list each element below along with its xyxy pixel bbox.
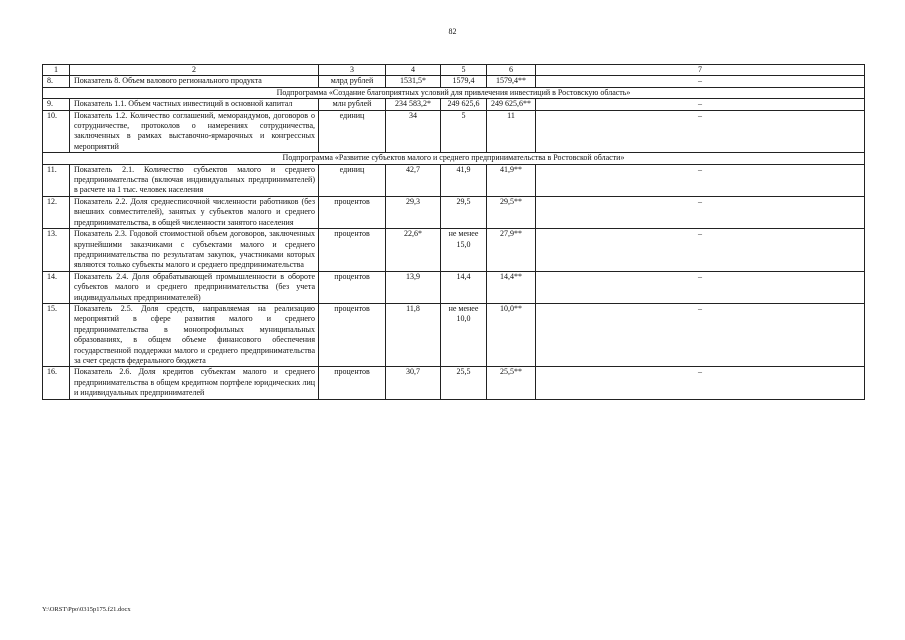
row-number: 16. — [43, 367, 70, 399]
value-column-5: 1579,4 — [441, 76, 487, 87]
column-number: 6 — [487, 65, 536, 76]
unit-of-measure: процентов — [319, 196, 386, 228]
value-column-4: 1531,5* — [386, 76, 441, 87]
unit-of-measure: процентов — [319, 271, 386, 303]
indicator-name: Показатель 8. Объем валового регионального продукта — [70, 76, 319, 87]
page-number: 82 — [448, 27, 457, 36]
value-column-4: 13,9 — [386, 271, 441, 303]
value-column-6: 249 625,6** — [487, 99, 536, 110]
value-column-5: не менее 15,0 — [441, 229, 487, 272]
table-row — [43, 196, 865, 228]
value-column-4: 11,8 — [386, 303, 441, 366]
row-number: 8. — [43, 76, 70, 87]
value-column-4: 22,6* — [386, 229, 441, 272]
table-row — [43, 76, 865, 87]
unit-of-measure: процентов — [319, 229, 386, 272]
subprogram-heading-row — [43, 153, 865, 164]
indicator-name: Показатель 1.2. Количество соглашений, меморандумов, договоров о сотрудничестве, протоколов о намерениях сотрудничества, заключенных в рамках выставочно-ярмарочных и конгрессных мероприятий — [70, 110, 319, 153]
note: – — [536, 196, 865, 228]
value-column-6: 10,0** — [487, 303, 536, 366]
value-column-4: 30,7 — [386, 367, 441, 399]
value-column-4: 29,3 — [386, 196, 441, 228]
column-number-row — [43, 65, 865, 76]
unit-of-measure: единиц — [319, 110, 386, 153]
unit-of-measure: процентов — [319, 303, 386, 366]
note: – — [536, 229, 865, 272]
table-row — [43, 99, 865, 110]
value-column-6: 1579,4** — [487, 76, 536, 87]
column-number: 7 — [536, 65, 865, 76]
value-column-4: 42,7 — [386, 164, 441, 196]
value-column-5: 41,9 — [441, 164, 487, 196]
note: – — [536, 367, 865, 399]
table-row — [43, 110, 865, 153]
indicator-name: Показатель 2.3. Годовой стоимостной объем договоров, заключенных крупнейшими заказчиками с субъектами малого и среднего предпринимательства по результатам закупок, участниками которых являются только субъекты малого и среднего предпринимательства — [70, 229, 319, 272]
indicator-name: Показатель 1.1. Объем частных инвестиций в основной капитал — [70, 99, 319, 110]
table-body — [43, 65, 865, 400]
subprogram-title: Подпрограмма «Создание благоприятных условий для привлечения инвестиций в Ростовскую область» — [43, 87, 865, 98]
column-number: 2 — [70, 65, 319, 76]
value-column-5: 249 625,6 — [441, 99, 487, 110]
row-number: 10. — [43, 110, 70, 153]
table-row — [43, 367, 865, 399]
subprogram-title: Подпрограмма «Развитие субъектов малого и среднего предпринимательства в Ростовской области» — [43, 153, 865, 164]
row-number: 12. — [43, 196, 70, 228]
table-row — [43, 303, 865, 366]
indicator-table — [42, 64, 865, 400]
value-column-5: 5 — [441, 110, 487, 153]
note: – — [536, 271, 865, 303]
row-number: 14. — [43, 271, 70, 303]
row-number: 13. — [43, 229, 70, 272]
document-path: Y:\ORST\Ppo\0315p175.f21.docx — [42, 606, 131, 613]
note: – — [536, 99, 865, 110]
value-column-4: 234 583,2* — [386, 99, 441, 110]
unit-of-measure: процентов — [319, 367, 386, 399]
column-number: 1 — [43, 65, 70, 76]
subprogram-heading-row — [43, 87, 865, 98]
note: – — [536, 303, 865, 366]
column-number: 3 — [319, 65, 386, 76]
row-number: 9. — [43, 99, 70, 110]
value-column-5: 29,5 — [441, 196, 487, 228]
value-column-4: 34 — [386, 110, 441, 153]
unit-of-measure: единиц — [319, 164, 386, 196]
row-number: 15. — [43, 303, 70, 366]
column-number: 4 — [386, 65, 441, 76]
indicator-name: Показатель 2.5. Доля средств, направляемая на реализацию мероприятий в сфере развития малого и среднего предпринимательства в монопрофильных муниципальных образованиях, в общем объеме финансового обеспечения государственной поддержки малого и среднего предпринимательства за счет средств федерального бюджета — [70, 303, 319, 366]
indicator-name: Показатель 2.2. Доля среднесписочной численности работников (без внешних совместителей), занятых у субъектов малого и среднего предпринимательства, в общей численности занятого населения — [70, 196, 319, 228]
value-column-5: не менее 10,0 — [441, 303, 487, 366]
row-number: 11. — [43, 164, 70, 196]
table-row — [43, 271, 865, 303]
indicator-name: Показатель 2.4. Доля обрабатывающей промышленности в обороте субъектов малого и среднего предпринимательства (без учета индивидуальных предпринимателей) — [70, 271, 319, 303]
column-number: 5 — [441, 65, 487, 76]
table-row — [43, 229, 865, 272]
note: – — [536, 110, 865, 153]
value-column-6: 29,5** — [487, 196, 536, 228]
value-column-6: 11 — [487, 110, 536, 153]
indicator-name: Показатель 2.1. Количество субъектов малого и среднего предпринимательства (включая индивидуальных предпринимателей) в расчете на 1 тыс. человек населения — [70, 164, 319, 196]
indicator-name: Показатель 2.6. Доля кредитов субъектам малого и среднего предпринимательства в общем кредитном портфеле юридических лиц и индивидуальных предпринимателей — [70, 367, 319, 399]
table-row — [43, 164, 865, 196]
note: – — [536, 164, 865, 196]
value-column-5: 25,5 — [441, 367, 487, 399]
value-column-5: 14,4 — [441, 271, 487, 303]
unit-of-measure: млн рублей — [319, 99, 386, 110]
value-column-6: 14,4** — [487, 271, 536, 303]
value-column-6: 25,5** — [487, 367, 536, 399]
value-column-6: 27,9** — [487, 229, 536, 272]
value-column-6: 41,9** — [487, 164, 536, 196]
unit-of-measure: млрд рублей — [319, 76, 386, 87]
note: – — [536, 76, 865, 87]
